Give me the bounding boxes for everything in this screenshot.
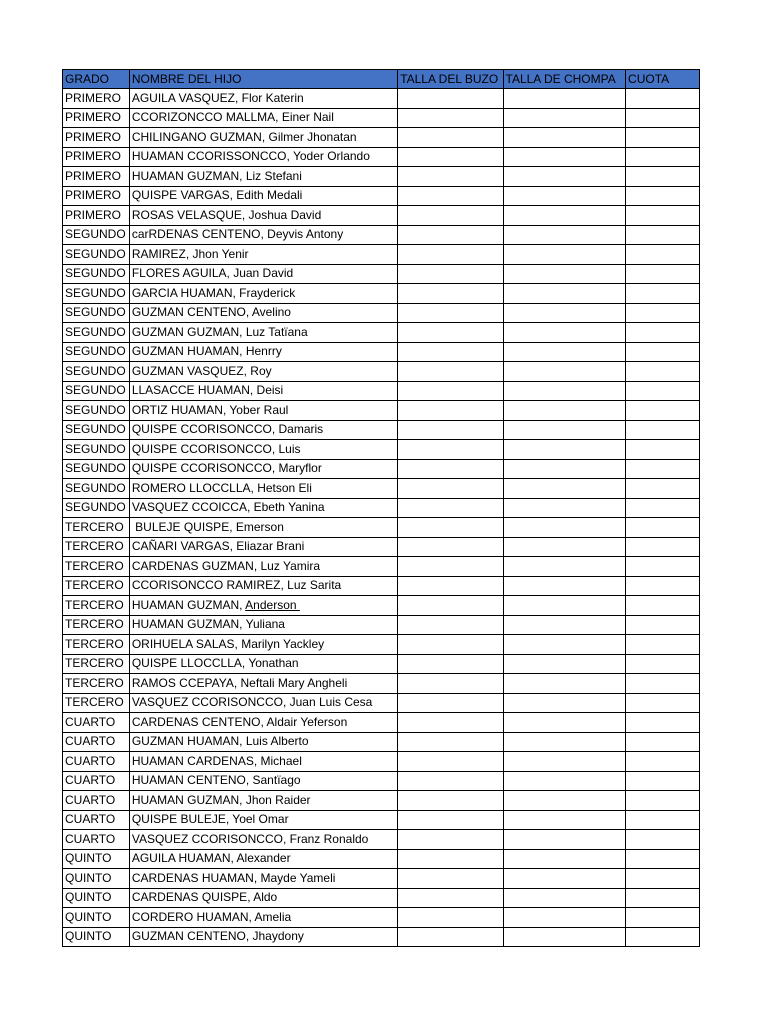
cell-cuota[interactable] — [626, 771, 700, 791]
cell-talla-chompa[interactable] — [503, 206, 626, 226]
cell-cuota[interactable] — [626, 245, 700, 265]
cell-grado[interactable]: SEGUNDO — [63, 440, 130, 460]
table-row — [63, 167, 700, 187]
cell-talla-chompa[interactable] — [503, 869, 626, 889]
table-row — [63, 459, 700, 479]
cell-talla-chompa[interactable] — [503, 362, 626, 382]
table-row — [63, 596, 700, 616]
cell-cuota[interactable] — [626, 362, 700, 382]
cell-talla-buzo[interactable] — [398, 362, 503, 382]
cell-talla-buzo[interactable] — [398, 810, 503, 830]
table-row — [63, 810, 700, 830]
cell-cuota[interactable] — [626, 888, 700, 908]
cell-nombre[interactable]: carRDENAS CENTENO, Deyvis Antony — [129, 225, 397, 245]
cell-nombre[interactable]: CAÑARI VARGAS, Eliazar Brani — [129, 537, 397, 557]
table-body — [63, 89, 700, 947]
cell-cuota[interactable] — [626, 732, 700, 752]
cell-nombre[interactable]: VASQUEZ CCORISONCCO, Juan Luis Cesa — [129, 693, 397, 713]
cell-talla-chompa[interactable] — [503, 323, 626, 343]
cell-talla-buzo[interactable] — [398, 771, 503, 791]
table-row — [63, 518, 700, 538]
cell-talla-buzo[interactable] — [398, 420, 503, 440]
cell-talla-buzo[interactable] — [398, 537, 503, 557]
cell-nombre[interactable]: AGUILA HUAMAN, Alexander — [129, 849, 397, 869]
cell-talla-buzo[interactable] — [398, 869, 503, 889]
cell-grado[interactable]: TERCERO — [63, 518, 130, 538]
cell-cuota[interactable] — [626, 401, 700, 421]
cell-talla-buzo[interactable] — [398, 791, 503, 811]
cell-talla-chompa[interactable] — [503, 518, 626, 538]
cell-talla-chompa[interactable] — [503, 479, 626, 499]
cell-talla-buzo[interactable] — [398, 108, 503, 128]
table-row — [63, 635, 700, 655]
cell-cuota[interactable] — [626, 440, 700, 460]
cell-nombre[interactable]: CARDENAS GUZMAN, Luz Yamira — [129, 557, 397, 577]
cell-cuota[interactable] — [626, 225, 700, 245]
cell-cuota[interactable] — [626, 908, 700, 928]
cell-nombre[interactable]: HUAMAN GUZMAN, Liz Stefani — [129, 167, 397, 187]
cell-talla-chompa[interactable] — [503, 245, 626, 265]
cell-cuota[interactable] — [626, 206, 700, 226]
table-row — [63, 830, 700, 850]
cell-cuota[interactable] — [626, 557, 700, 577]
cell-grado[interactable]: SEGUNDO — [63, 381, 130, 401]
cell-grado[interactable]: SEGUNDO — [63, 479, 130, 499]
cell-grado[interactable]: PRIMERO — [63, 167, 130, 187]
cell-talla-buzo[interactable] — [398, 264, 503, 284]
cell-grado[interactable]: TERCERO — [63, 635, 130, 655]
cell-cuota[interactable] — [626, 830, 700, 850]
cell-nombre[interactable]: QUISPE LLOCCLLA, Yonathan — [129, 654, 397, 674]
table-row — [63, 888, 700, 908]
cell-cuota[interactable] — [626, 518, 700, 538]
cell-talla-buzo[interactable] — [398, 381, 503, 401]
cell-nombre[interactable]: CARDENAS CENTENO, Aldair Yeferson — [129, 713, 397, 733]
cell-talla-chompa[interactable] — [503, 89, 626, 109]
cell-talla-buzo[interactable] — [398, 635, 503, 655]
cell-talla-buzo[interactable] — [398, 401, 503, 421]
cell-nombre[interactable]: RAMOS CCEPAYA, Neftali Mary Angheli — [129, 674, 397, 694]
cell-cuota[interactable] — [626, 89, 700, 109]
header-talla-chompa[interactable]: TALLA DE CHOMPA — [503, 70, 626, 89]
table-row — [63, 674, 700, 694]
cell-grado[interactable]: CUARTO — [63, 732, 130, 752]
cell-cuota[interactable] — [626, 752, 700, 772]
cell-cuota[interactable] — [626, 713, 700, 733]
cell-grado[interactable]: SEGUNDO — [63, 245, 130, 265]
cell-nombre[interactable]: CORDERO HUAMAN, Amelia — [129, 908, 397, 928]
cell-grado[interactable]: SEGUNDO — [63, 498, 130, 518]
table-row — [63, 342, 700, 362]
cell-grado[interactable]: SEGUNDO — [63, 284, 130, 304]
table-row — [63, 654, 700, 674]
cell-talla-buzo[interactable] — [398, 752, 503, 772]
table-row — [63, 303, 700, 323]
cell-talla-chompa[interactable] — [503, 771, 626, 791]
cell-cuota[interactable] — [626, 596, 700, 616]
cell-talla-chompa[interactable] — [503, 810, 626, 830]
table-row — [63, 557, 700, 577]
cell-cuota[interactable] — [626, 420, 700, 440]
cell-talla-buzo[interactable] — [398, 284, 503, 304]
cell-nombre[interactable]: QUISPE CCORISONCCO, Damaris — [129, 420, 397, 440]
table-row — [63, 323, 700, 343]
cell-cuota[interactable] — [626, 615, 700, 635]
cell-talla-buzo[interactable] — [398, 518, 503, 538]
cell-nombre[interactable]: CHILINGANO GUZMAN, Gilmer Jhonatan — [129, 128, 397, 148]
table-row — [63, 420, 700, 440]
table-row — [63, 498, 700, 518]
cell-talla-chompa[interactable] — [503, 284, 626, 304]
cell-nombre[interactable]: RAMIREZ, Jhon Yenir — [129, 245, 397, 265]
cell-talla-chompa[interactable] — [503, 147, 626, 167]
cell-talla-chompa[interactable] — [503, 635, 626, 655]
cell-nombre[interactable]: HUAMAN CCORISSONCCO, Yoder Orlando — [129, 147, 397, 167]
cell-nombre[interactable]: HUAMAN GUZMAN, Yuliana — [129, 615, 397, 635]
cell-talla-buzo[interactable] — [398, 323, 503, 343]
header-cuota[interactable]: CUOTA — [626, 70, 700, 89]
table-row — [63, 284, 700, 304]
table-row — [63, 362, 700, 382]
cell-talla-buzo[interactable] — [398, 927, 503, 947]
table-row — [63, 89, 700, 109]
cell-grado[interactable]: SEGUNDO — [63, 225, 130, 245]
cell-nombre[interactable]: QUISPE BULEJE, Yoel Omar — [129, 810, 397, 830]
cell-talla-buzo[interactable] — [398, 674, 503, 694]
cell-cuota[interactable] — [626, 869, 700, 889]
cell-grado[interactable]: TERCERO — [63, 557, 130, 577]
table-row — [63, 713, 700, 733]
cell-nombre[interactable]: CCORIZONCCO MALLMA, Einer Nail — [129, 108, 397, 128]
cell-nombre[interactable]: GUZMAN CENTENO, Avelino — [129, 303, 397, 323]
cell-cuota[interactable] — [626, 284, 700, 304]
table-row — [63, 537, 700, 557]
cell-grado[interactable]: QUINTO — [63, 908, 130, 928]
cell-nombre[interactable] — [129, 596, 397, 616]
cell-grado[interactable]: TERCERO — [63, 596, 130, 616]
cell-nombre[interactable]: ROSAS VELASQUE, Joshua David — [129, 206, 397, 226]
cell-talla-chompa[interactable] — [503, 888, 626, 908]
cell-talla-chompa[interactable] — [503, 732, 626, 752]
cell-nombre[interactable]: AGUILA VASQUEZ, Flor Katerin — [129, 89, 397, 109]
cell-talla-buzo[interactable] — [398, 479, 503, 499]
cell-cuota[interactable] — [626, 654, 700, 674]
table-row — [63, 225, 700, 245]
cell-nombre[interactable]: GUZMAN HUAMAN, Luis Alberto — [129, 732, 397, 752]
cell-cuota[interactable] — [626, 635, 700, 655]
cell-nombre[interactable]: ORTIZ HUAMAN, Yober Raul — [129, 401, 397, 421]
cell-grado[interactable]: SEGUNDO — [63, 323, 130, 343]
cell-talla-chompa[interactable] — [503, 381, 626, 401]
table-row — [63, 752, 700, 772]
cell-talla-buzo[interactable] — [398, 440, 503, 460]
cell-grado[interactable]: TERCERO — [63, 576, 130, 596]
cell-nombre[interactable]: ROMERO LLOCCLLA, Hetson Eli — [129, 479, 397, 499]
cell-grado[interactable]: SEGUNDO — [63, 342, 130, 362]
cell-talla-buzo[interactable] — [398, 206, 503, 226]
cell-talla-buzo[interactable] — [398, 849, 503, 869]
table-row — [63, 791, 700, 811]
cell-grado[interactable]: QUINTO — [63, 849, 130, 869]
cell-cuota[interactable] — [626, 927, 700, 947]
cell-talla-buzo[interactable] — [398, 303, 503, 323]
cell-cuota[interactable] — [626, 479, 700, 499]
cell-talla-chompa[interactable] — [503, 167, 626, 187]
cell-talla-chompa[interactable] — [503, 849, 626, 869]
table-row — [63, 440, 700, 460]
table-row — [63, 401, 700, 421]
cell-grado[interactable]: CUARTO — [63, 810, 130, 830]
cell-cuota[interactable] — [626, 264, 700, 284]
cell-talla-chompa[interactable] — [503, 225, 626, 245]
cell-grado[interactable]: SEGUNDO — [63, 459, 130, 479]
table-row — [63, 381, 700, 401]
cell-talla-chompa[interactable] — [503, 830, 626, 850]
cell-cuota[interactable] — [626, 498, 700, 518]
cell-talla-chompa[interactable] — [503, 303, 626, 323]
table-row — [63, 693, 700, 713]
cell-talla-buzo[interactable] — [398, 576, 503, 596]
cell-cuota[interactable] — [626, 810, 700, 830]
cell-cuota[interactable] — [626, 576, 700, 596]
cell-grado[interactable]: SEGUNDO — [63, 401, 130, 421]
cell-grado[interactable]: PRIMERO — [63, 186, 130, 206]
cell-talla-buzo[interactable] — [398, 128, 503, 148]
cell-nombre[interactable]: GARCIA HUAMAN, Frayderick — [129, 284, 397, 304]
cell-talla-chompa[interactable] — [503, 440, 626, 460]
cell-nombre[interactable]: QUISPE CCORISONCCO, Luis — [129, 440, 397, 460]
header-grado[interactable]: GRADO — [63, 70, 130, 89]
cell-talla-buzo[interactable] — [398, 459, 503, 479]
cell-talla-chompa[interactable] — [503, 186, 626, 206]
cell-cuota[interactable] — [626, 323, 700, 343]
table-row — [63, 732, 700, 752]
cell-grado[interactable]: PRIMERO — [63, 89, 130, 109]
cell-nombre[interactable]: QUISPE VARGAS, Edith Medali — [129, 186, 397, 206]
cell-talla-chompa[interactable] — [503, 420, 626, 440]
cell-talla-buzo[interactable] — [398, 167, 503, 187]
header-talla-buzo[interactable]: TALLA DEL BUZO — [398, 70, 503, 89]
table-row — [63, 908, 700, 928]
cell-talla-chompa[interactable] — [503, 615, 626, 635]
cell-talla-chompa[interactable] — [503, 576, 626, 596]
cell-grado[interactable]: TERCERO — [63, 654, 130, 674]
cell-talla-chompa[interactable] — [503, 108, 626, 128]
cell-talla-chompa[interactable] — [503, 537, 626, 557]
cell-nombre[interactable]: ORIHUELA SALAS, Marilyn Yackley — [129, 635, 397, 655]
cell-nombre[interactable]: CARDENAS QUISPE, Aldo — [129, 888, 397, 908]
cell-grado[interactable]: SEGUNDO — [63, 420, 130, 440]
cell-grado[interactable]: QUINTO — [63, 869, 130, 889]
cell-talla-chompa[interactable] — [503, 596, 626, 616]
table-row — [63, 771, 700, 791]
cell-talla-buzo[interactable] — [398, 732, 503, 752]
cell-talla-buzo[interactable] — [398, 498, 503, 518]
cell-talla-chompa[interactable] — [503, 498, 626, 518]
table-row — [63, 576, 700, 596]
cell-nombre[interactable]: QUISPE CCORISONCCO, Maryflor — [129, 459, 397, 479]
cell-nombre[interactable]: BULEJE QUISPE, Emerson — [129, 518, 397, 538]
cell-talla-buzo[interactable] — [398, 830, 503, 850]
cell-talla-chompa[interactable] — [503, 713, 626, 733]
cell-nombre[interactable]: HUAMAN GUZMAN, Jhon Raider — [129, 791, 397, 811]
cell-nombre[interactable]: CCORISONCCO RAMIREZ, Luz Sarita — [129, 576, 397, 596]
cell-talla-chompa[interactable] — [503, 791, 626, 811]
table-row — [63, 186, 700, 206]
cell-talla-buzo[interactable] — [398, 654, 503, 674]
cell-nombre[interactable]: LLASACCE HUAMAN, Deisi — [129, 381, 397, 401]
table-row — [63, 245, 700, 265]
cell-talla-buzo[interactable] — [398, 693, 503, 713]
table-row — [63, 479, 700, 499]
cell-talla-chompa[interactable] — [503, 908, 626, 928]
cell-talla-buzo[interactable] — [398, 557, 503, 577]
cell-nombre[interactable]: HUAMAN CARDENAS, Michael — [129, 752, 397, 772]
cell-cuota[interactable] — [626, 693, 700, 713]
cell-grado[interactable]: TERCERO — [63, 615, 130, 635]
cell-talla-chompa[interactable] — [503, 342, 626, 362]
cell-grado[interactable]: TERCERO — [63, 537, 130, 557]
cell-talla-buzo[interactable] — [398, 888, 503, 908]
cell-talla-buzo[interactable] — [398, 908, 503, 928]
cell-talla-chompa[interactable] — [503, 459, 626, 479]
cell-talla-buzo[interactable] — [398, 225, 503, 245]
cell-grado[interactable]: CUARTO — [63, 771, 130, 791]
cell-grado[interactable]: TERCERO — [63, 693, 130, 713]
cell-talla-buzo[interactable] — [398, 89, 503, 109]
cell-talla-chompa[interactable] — [503, 557, 626, 577]
cell-grado[interactable]: TERCERO — [63, 674, 130, 694]
cell-grado[interactable]: PRIMERO — [63, 108, 130, 128]
table-row — [63, 128, 700, 148]
cell-cuota[interactable] — [626, 167, 700, 187]
cell-cuota[interactable] — [626, 381, 700, 401]
cell-talla-buzo[interactable] — [398, 186, 503, 206]
cell-nombre[interactable]: VASQUEZ CCOICCA, Ebeth Yanina — [129, 498, 397, 518]
cell-nombre[interactable]: VASQUEZ CCORISONCCO, Franz Ronaldo — [129, 830, 397, 850]
table-row — [63, 206, 700, 226]
cell-grado[interactable]: CUARTO — [63, 791, 130, 811]
cell-nombre[interactable]: GUZMAN CENTENO, Jhaydony — [129, 927, 397, 947]
cell-cuota[interactable] — [626, 342, 700, 362]
cell-talla-chompa[interactable] — [503, 693, 626, 713]
cell-nombre[interactable]: FLORES AGUILA, Juan David — [129, 264, 397, 284]
cell-grado[interactable]: PRIMERO — [63, 147, 130, 167]
cell-talla-chompa[interactable] — [503, 128, 626, 148]
cell-cuota[interactable] — [626, 459, 700, 479]
table-row — [63, 849, 700, 869]
cell-grado[interactable]: CUARTO — [63, 752, 130, 772]
cell-talla-chompa[interactable] — [503, 401, 626, 421]
header-nombre[interactable]: NOMBRE DEL HIJO — [129, 70, 397, 89]
cell-nombre[interactable]: GUZMAN VASQUEZ, Roy — [129, 362, 397, 382]
nombre-underlined-text: Anderson — [245, 597, 300, 612]
cell-talla-chompa[interactable] — [503, 264, 626, 284]
table-header — [63, 70, 700, 89]
cell-cuota[interactable] — [626, 849, 700, 869]
cell-cuota[interactable] — [626, 303, 700, 323]
cell-grado[interactable]: PRIMERO — [63, 128, 130, 148]
cell-nombre[interactable]: GUZMAN HUAMAN, Henrry — [129, 342, 397, 362]
cell-nombre[interactable]: HUAMAN CENTENO, Santïago — [129, 771, 397, 791]
table-row — [63, 869, 700, 889]
cell-talla-chompa[interactable] — [503, 752, 626, 772]
cell-cuota[interactable] — [626, 186, 700, 206]
cell-nombre[interactable]: GUZMAN GUZMAN, Luz Tatïana — [129, 323, 397, 343]
table-row — [63, 615, 700, 635]
cell-grado[interactable]: QUINTO — [63, 927, 130, 947]
cell-cuota[interactable] — [626, 147, 700, 167]
cell-cuota[interactable] — [626, 674, 700, 694]
cell-talla-buzo[interactable] — [398, 245, 503, 265]
cell-talla-buzo[interactable] — [398, 615, 503, 635]
cell-cuota[interactable] — [626, 791, 700, 811]
cell-cuota[interactable] — [626, 108, 700, 128]
table-row — [63, 927, 700, 947]
header-row — [63, 70, 700, 89]
cell-talla-buzo[interactable] — [398, 342, 503, 362]
table-row — [63, 108, 700, 128]
cell-grado[interactable]: SEGUNDO — [63, 362, 130, 382]
cell-grado[interactable]: CUARTO — [63, 713, 130, 733]
table-row — [63, 264, 700, 284]
cell-talla-chompa[interactable] — [503, 674, 626, 694]
student-uniform-table — [62, 69, 700, 947]
cell-cuota[interactable] — [626, 128, 700, 148]
cell-talla-chompa[interactable] — [503, 927, 626, 947]
nombre-text: HUAMAN GUZMAN, — [131, 597, 246, 612]
cell-grado[interactable]: SEGUNDO — [63, 303, 130, 323]
cell-cuota[interactable] — [626, 537, 700, 557]
cell-talla-buzo[interactable] — [398, 596, 503, 616]
cell-talla-chompa[interactable] — [503, 654, 626, 674]
cell-grado[interactable]: PRIMERO — [63, 206, 130, 226]
table-row — [63, 147, 700, 167]
cell-talla-buzo[interactable] — [398, 713, 503, 733]
cell-talla-buzo[interactable] — [398, 147, 503, 167]
cell-grado[interactable]: QUINTO — [63, 888, 130, 908]
cell-grado[interactable]: SEGUNDO — [63, 264, 130, 284]
cell-grado[interactable]: CUARTO — [63, 830, 130, 850]
cell-nombre[interactable]: CARDENAS HUAMAN, Mayde Yameli — [129, 869, 397, 889]
